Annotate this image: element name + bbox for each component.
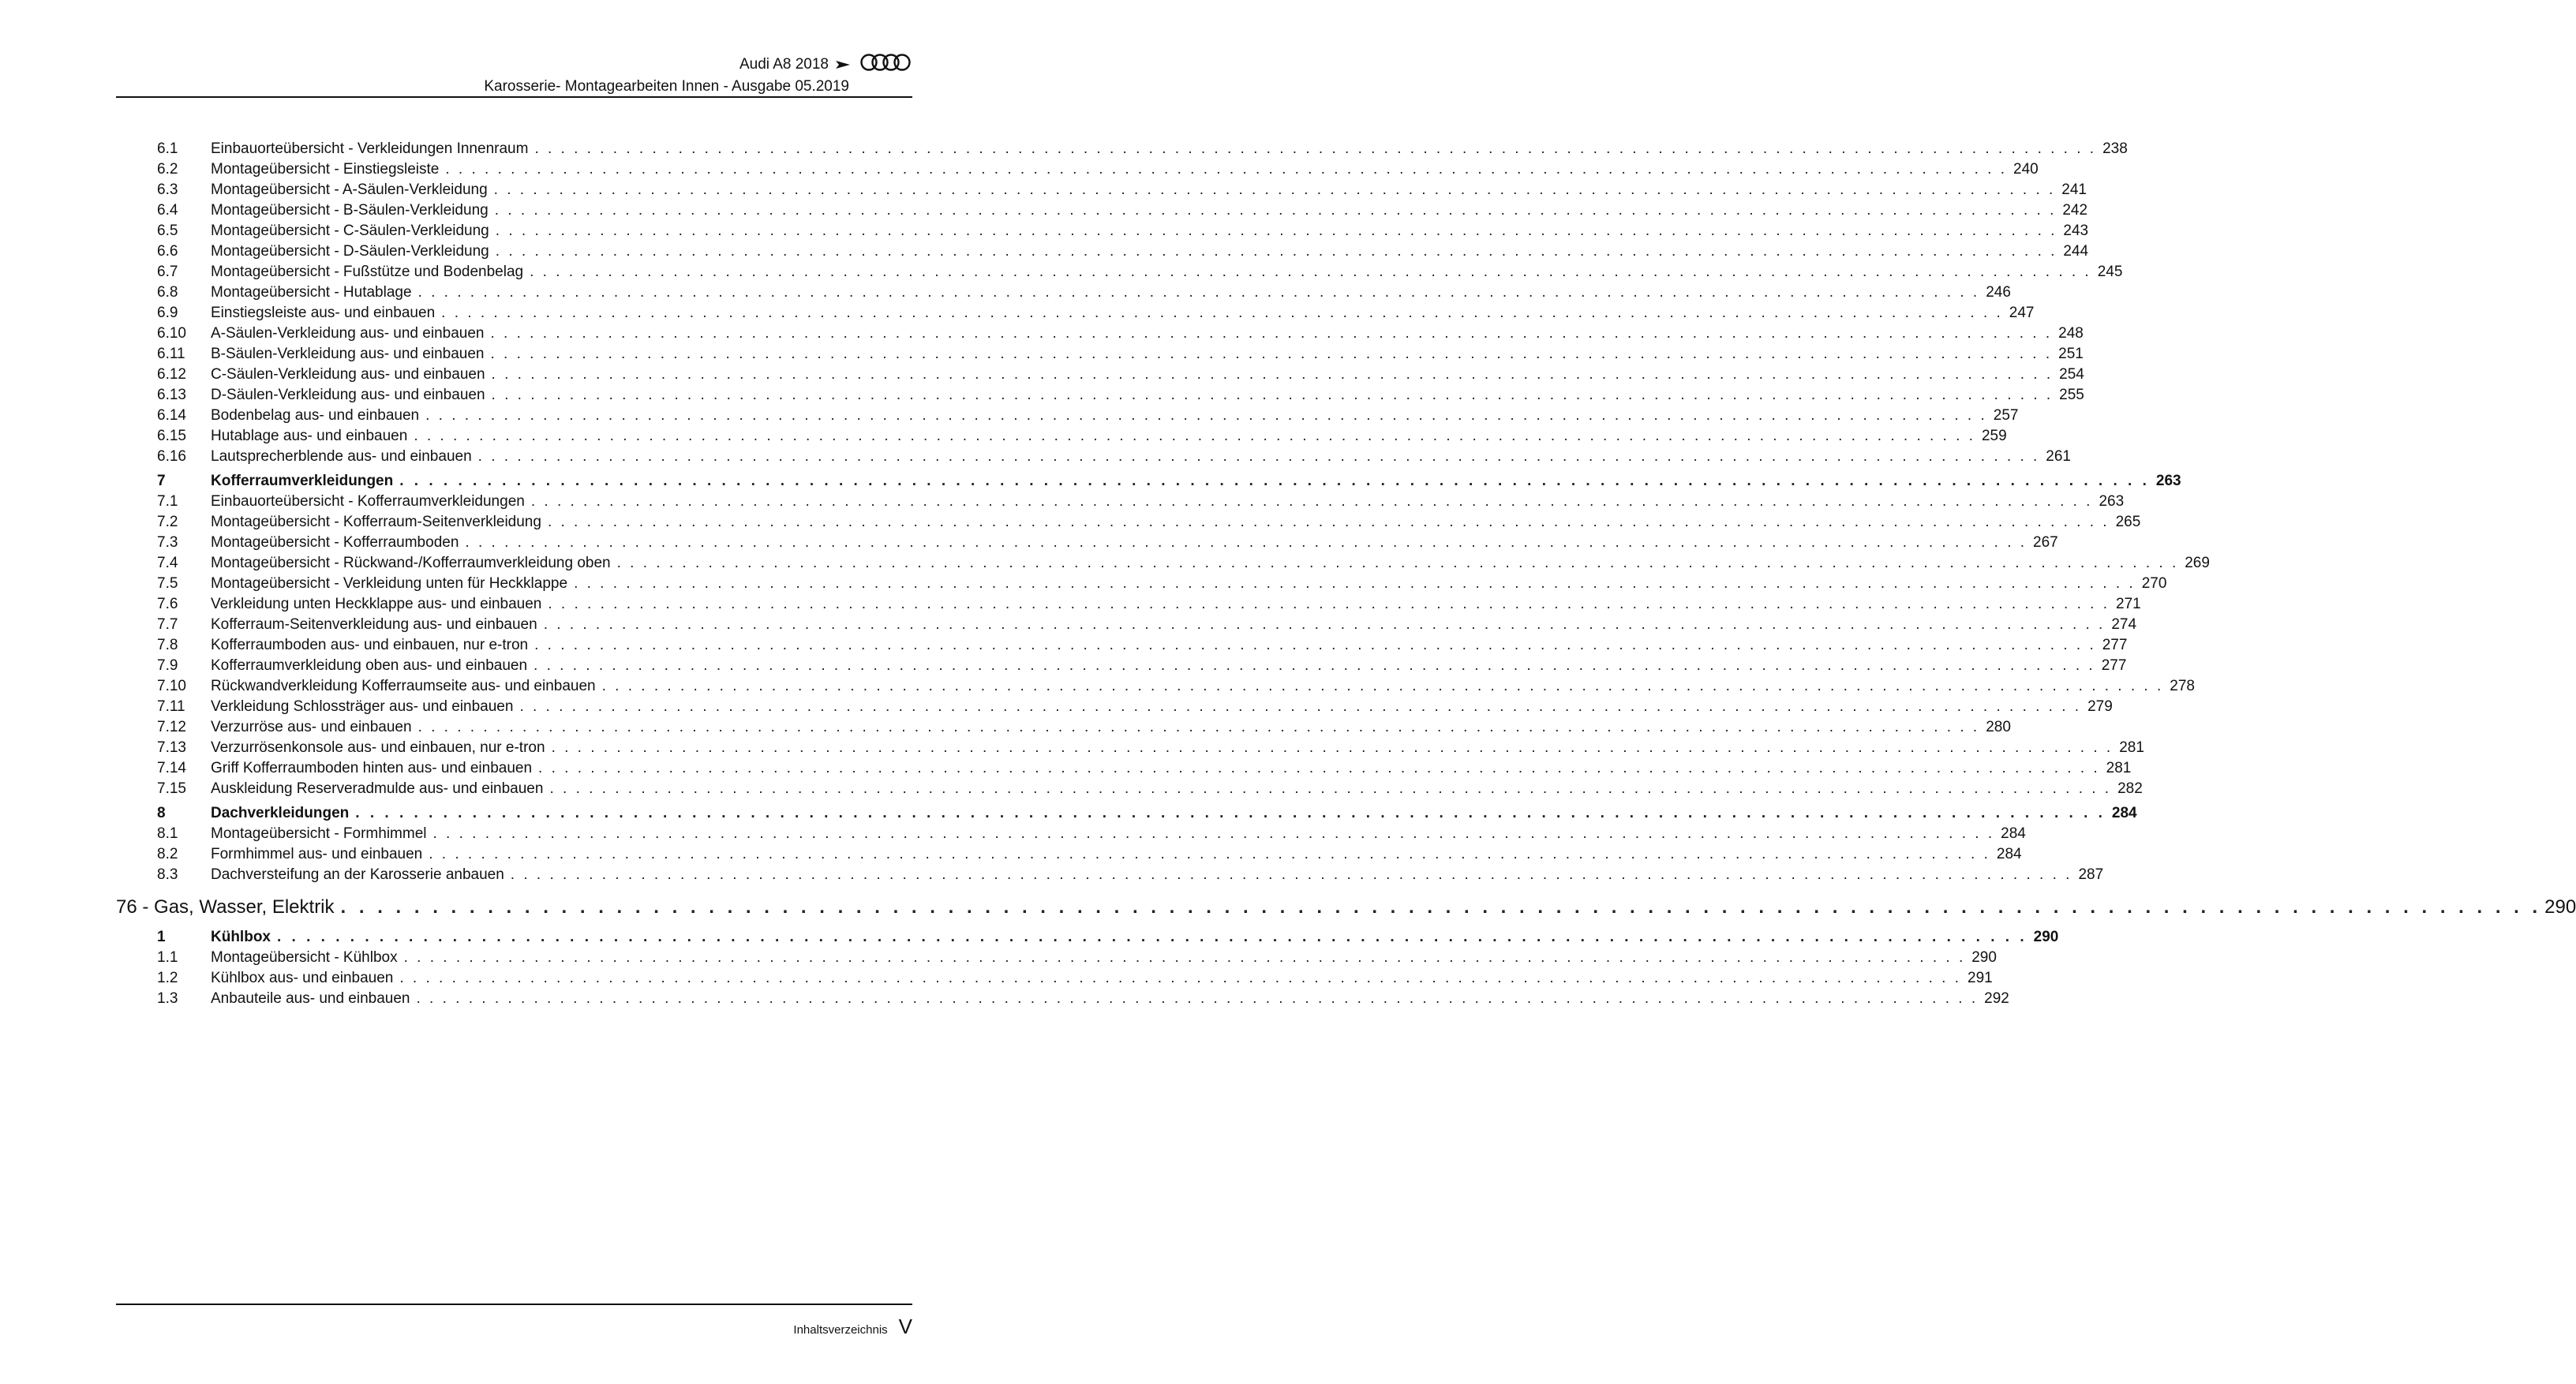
toc-entry-title: Kühlbox aus- und einbauen	[211, 970, 394, 986]
toc-entry-title: Verkleidung Schlossträger aus- und einbauen	[211, 698, 514, 715]
toc-dot-leader: . . . . . . . . . . . . . . . . . . . . . . . . . . . . . . . . . . . . . . . . . . . . . . . . . . . . . . . . . . . . . . . . . . . . . . . . . . . . . . . . . . . . . . . . . . . . . . . . . . . . . . . . . . . . . . . . . . . . . . . .	[543, 616, 2106, 633]
toc-dot-leader: . . . . . . . . . . . . . . . . . . . . . . . . . . . . . . . . . . . . . . . . . . . . . . . . . . . . . . . . . . . . . . . . . . . . . . . . . . . . . . . . . . . . . . . . . . . . . . . . . . . . . . . . . . . . . . . . . . . . . . . .	[403, 949, 1966, 966]
toc-entry-leader-line	[211, 533, 2058, 553]
toc-entry-page: 242	[2062, 202, 2088, 219]
toc-entry-number: 7.13	[157, 739, 186, 756]
toc-dot-leader: . . . . . . . . . . . . . . . . . . . . . . . . . . . . . . . . . . . . . . . . . . . . . . . . . . . . . . . . . . . . . . . . . . . . . . . . . . . . . . . . . . . . . . . . . . . . . . . . . . . . . . . . . . . . . . . . . . . . . . . .	[530, 264, 2091, 280]
toc-entry-leader-line	[211, 927, 2059, 948]
toc-entry-number: 6.14	[157, 407, 186, 424]
toc-entry-title: Bodenbelag aus- und einbauen	[211, 407, 420, 424]
toc-entry[interactable]	[116, 574, 2167, 594]
toc-dot-leader: . . . . . . . . . . . . . . . . . . . . . . . . . . . . . . . . . . . . . . . . . . . . . . . . . . . . . . . . . . . . . . . . . . . . . . . . . . . . . . . . . . . . . . . . . . . . . . . . . . . . . . . . . . . . . . . . . . . . . . . .	[490, 325, 2053, 342]
toc-dot-leader: . . . . . . . . . . . . . . . . . . . . . . . . . . . . . . . . . . . . . . . . . . . . . . . . . . . . . . . . . . . . . . . . . . . . . . . . . . . . . . . . . . . . . . . . . . . . . . . . . . . . . . . . . . . . . . . . . . . . . . . .	[465, 534, 2027, 551]
toc-entry[interactable]	[116, 635, 2128, 656]
toc-entry-leader-line	[211, 574, 2167, 594]
toc-dot-leader: . . . . . . . . . . . . . . . . . . . . . . . . . . . . . . . . . . . . . . . . . . . . . . . . . . . . . . . . . . . . . . . . . . . . . . . . . . . . . . . . . . . . . . . . . . . . . . . . . . . . . . . . . . . . . . . . . . . . . . . .	[519, 698, 2082, 715]
toc-entry-leader-line	[211, 282, 2011, 303]
toc-entry-page: 267	[2033, 534, 2058, 551]
toc-entry-title: D-Säulen-Verkleidung aus- und einbauen	[211, 387, 485, 403]
toc-entry[interactable]	[116, 365, 2084, 385]
header-model-line	[739, 55, 912, 74]
toc-entry-number: 7.11	[157, 698, 185, 715]
toc-entry[interactable]	[116, 385, 2084, 406]
toc-dot-leader: . . . . . . . . . . . . . . . . . . . . . . . . . . . . . . . . . . . . . . . . . . . . . . . . . . . . . . . . . . . . . . . . . . . . . . . . . . . . . . . . . . . . . . . . . . . . . . . . . . . . . . . . . . . . . . . . . . . . . . . .	[399, 473, 2150, 489]
toc-dot-leader: . . . . . . . . . . . . . . . . . . . . . . . . . . . . . . . . . . . . . . . . . . . . . . . . . . . . . . . . . . . . . . . . . . . . . . . . . . . . . . . . . . . . . . . . . . . . . . . . . . . . . . . . . . . . . . . . . . . . . . . .	[277, 929, 2027, 945]
toc-dot-leader: . . . . . . . . . . . . . . . . . . . . . . . . . . . . . . . . . . . . . . . . . . . . . . . . . . . . . . . . . . . . . . . . . . . . . . . . . . . . . . . . . . . . . . . . . . . . . . . . . . . . . . . . . . . . . . . . . . . . . . . .	[445, 161, 2008, 178]
toc-entry-page: 251	[2058, 346, 2084, 362]
toc-entry-page: 281	[2106, 760, 2132, 776]
toc-entry[interactable]	[116, 676, 2195, 697]
toc-entry-leader-line	[211, 615, 2137, 635]
toc-entry-page: 292	[1984, 990, 2009, 1007]
toc-entry[interactable]	[116, 615, 2137, 635]
toc-dot-leader: . . . . . . . . . . . . . . . . . . . . . . . . . . . . . . . . . . . . . . . . . . . . . . . . . . . . . . . . . . . . . . . . . . . . . . . . . . . . . . . . . . . . . . . . . . . . . . . . . . . . . . . . . . . . . . . . . . . . . . . .	[429, 846, 1990, 862]
toc-entry-page: 244	[2063, 243, 2089, 260]
toc-dot-leader: . . . . . . . . . . . . . . . . . . . . . . . . . . . . . . . . . . . . . . . . . . . . . . . . . . . . . . . . . . . . . . . . . . . . . . . . . . . . . . . . . . . . . . . . . . . . . . . . . . . . . . . . . . . . . . . . . . . . . . . .	[548, 596, 2110, 612]
audi-rings-logo	[860, 53, 912, 77]
toc-entry-page: 241	[2061, 181, 2087, 198]
footer-rule	[116, 1304, 912, 1305]
toc-entry[interactable]	[116, 262, 2123, 282]
toc-entry-number: 6.10	[157, 325, 186, 342]
toc-entry-leader-line	[211, 553, 2210, 574]
toc-entry-title: Verkleidung unten Heckklappe aus- und einbauen	[211, 596, 542, 612]
toc-dot-leader: . . . . . . . . . . . . . . . . . . . . . . . . . . . . . . . . . . . . . . . . . . . . . . . . . . . . . . . . . . . . . . . . . . . . . . . . . . . . . . . . . . . . . . . . . . . . . . . . . . . . . . . . . . . . . . . . . . . . . . . .	[493, 181, 2056, 198]
toc-entry[interactable]	[116, 844, 2022, 865]
toc-dot-leader: . . . . . . . . . . . . . . . . . . . . . . . . . . . . . . . . . . . . . . . . . . . . . . . . . . . . . . . . . . . . . . . . . . . . . . . . . . . . . . . . . . . . . . . . . . . . . . . . . . . . . . . . . . . . . . . . . . . . . . . .	[574, 575, 2136, 592]
toc-dot-leader: . . . . . . . . . . . . . . . . . . . . . . . . . . . . . . . . . . . . . . . . . . . . . . . . . . . . . . . . . . . . . . . . . . . . . . . . . . . . . . . . . . . . . . . . . . . . . . . . . . . . . . . . . . . . . . . . . . . . . . . .	[399, 970, 1961, 986]
toc-entry-leader-line	[211, 865, 2104, 885]
toc-entry-title: Einstiegsleiste aus- und einbauen	[211, 305, 436, 321]
toc-dot-leader: . . . . . . . . . . . . . . . . . . . . . . . . . . . . . . . . . . . . . . . . . . . . . . . . . . . . . . . . . . . . . . . . . . . . . . . . . . . . . . . . . . . . . . . . . . . . . . . . . . . . . . . . . . . . . . . . . . . . . . . .	[355, 805, 2106, 821]
toc-entry-leader-line	[211, 824, 2026, 844]
toc-entry-title: Montageübersicht - Kofferraum-Seitenverkleidung	[211, 514, 541, 530]
toc-entry-title: Einbauorteübersicht - Kofferraumverkleidungen	[211, 493, 525, 510]
toc-entry[interactable]	[116, 241, 2089, 262]
toc-entry-number: 7.14	[157, 760, 186, 776]
toc-entry-page: 287	[2078, 866, 2104, 883]
toc-entry-leader-line	[211, 492, 2125, 512]
toc-entry-number: 7.6	[157, 596, 178, 612]
toc-entry[interactable]	[116, 553, 2210, 574]
toc-entry[interactable]	[116, 594, 2141, 615]
table-of-contents	[116, 139, 2576, 1009]
toc-entry-page: 277	[2101, 657, 2127, 674]
toc-entry-leader-line	[211, 262, 2123, 282]
toc-entry-number: 7.12	[157, 719, 186, 735]
toc-entry-page: 280	[1986, 719, 2011, 735]
toc-dot-leader: . . . . . . . . . . . . . . . . . . . . . . . . . . . . . . . . . . . . . . . . . . . . . . . . . . . . . . . . . . . . . . . . . . . . . . . . . . . . . . . . . . . . . . . . . . . . . . . . . . . . . . . . . . . . . . . . . . . . . . . .	[534, 637, 2096, 653]
toc-entry-page: 278	[2170, 678, 2195, 694]
toc-entry-title: Kühlbox	[211, 929, 271, 945]
toc-entry-title: Montageübersicht - Einstiegsleiste	[211, 161, 440, 178]
toc-entry-page: 290	[2544, 896, 2576, 918]
toc-dot-leader: . . . . . . . . . . . . . . . . . . . . . . . . . . . . . . . . . . . . . . . . . . . . . . . . . . . . . . . . . . . . . . . . . . . . . . . . . . . . . . . . . . . . . . . . . . . . . . . . . . . . . . . . . . . . . . . . . . . . . . . .	[414, 428, 1975, 444]
toc-entry-page: 291	[1968, 970, 1993, 986]
toc-entry-leader-line	[211, 426, 2007, 447]
toc-entry-leader-line	[211, 594, 2141, 615]
toc-entry[interactable]	[116, 779, 2143, 799]
toc-entry-page: 254	[2059, 366, 2084, 383]
toc-entry-page: 269	[2185, 555, 2210, 571]
toc-dot-leader: . . . . . . . . . . . . . . . . . . . . . . . . . . . . . . . . . . . . . . . . . . . . . . . . . . . . . . . . . . . . . . . . . . . . . . . . . . . . . . . . . . . . . . . . . . . . . . . . . . . . . . . . . . . . . . . . . . . . . . . .	[417, 284, 1980, 301]
toc-entry-page: 284	[2111, 805, 2137, 821]
toc-entry-number: 1.3	[157, 990, 178, 1007]
toc-chapter-entry[interactable]	[116, 927, 2059, 948]
toc-entry-title: Montageübersicht - Kofferraumboden	[211, 534, 459, 551]
toc-entry-leader-line	[211, 365, 2084, 385]
toc-entry[interactable]	[116, 282, 2011, 303]
toc-entry-title: B-Säulen-Verkleidung aus- und einbauen	[211, 346, 485, 362]
toc-entry-page: 265	[2115, 514, 2141, 530]
header-model: Audi A8 2018	[739, 56, 829, 73]
toc-entry-page: 279	[2087, 698, 2113, 715]
toc-entry[interactable]	[116, 989, 2009, 1009]
toc-entry[interactable]	[116, 758, 2132, 779]
toc-entry-page: 282	[2117, 780, 2143, 797]
toc-entry-title: Einbauorteübersicht - Verkleidungen Innenraum	[211, 140, 529, 157]
toc-entry-leader-line	[211, 303, 2035, 324]
toc-entry[interactable]	[116, 324, 2084, 344]
toc-entry-title: Montageübersicht - D-Säulen-Verkleidung	[211, 243, 489, 260]
page-footer	[793, 1315, 912, 1339]
toc-dot-leader: . . . . . . . . . . . . . . . . . . . . . . . . . . . . . . . . . . . . . . . . . . . . . . . . . . . . . . . . . . . . . . . . . . . . . . . . . . . . . . . . . . . . . . . . . . . . . . . . . . . . . . . . . . . . . . . . . . . . . . . .	[510, 866, 2072, 883]
header-subtitle: Karosserie- Montagearbeiten Innen - Ausgabe 05.2019	[484, 78, 849, 95]
toc-entry-leader-line	[211, 635, 2128, 656]
toc-dot-leader: . . . . . . . . . . . . . . . . . . . . . . . . . . . . . . . . . . . . . . . . . . . . . . . . . . . . . . . . . . . . . . . . . . . . . . . . . . . . . . . . . . . . . . . . . . . . . . . . . . . . . . . . . . . . . . . . . . . . . . . .	[425, 407, 1987, 424]
toc-entry-page: 290	[2033, 929, 2059, 945]
footer-page-number: V	[898, 1315, 912, 1338]
toc-entry-leader-line	[211, 948, 1997, 968]
toc-entry-leader-line	[211, 241, 2089, 262]
toc-dot-leader: . . . . . . . . . . . . . . . . . . . . . . . . . . . . . . . . . . . . . . . . . . . . . . . . . . . . . . . . . . . . . . . . . . . . . . . . . . . . . . . . . . . . . . . . . . . . . . . . . . . . . . . . . . . . . . . . . . . . . . . .	[616, 555, 2179, 571]
toc-entry-leader-line	[211, 738, 2144, 758]
toc-entry-page: 284	[1996, 846, 2022, 862]
toc-entry-number: 6.12	[157, 366, 186, 383]
toc-entry-page: 290	[1971, 949, 1997, 966]
toc-entry-leader-line	[211, 139, 2128, 159]
toc-dot-leader: . . . . . . . . . . . . . . . . . . . . . . . . . . . . . . . . . . . . . . . . . . . . . . . . . . . . . . . . . . . . . . . . . . . . . . . . . . . . . . . . . . . . . . . . . . . . . . . . . . . . . . . . . . . . . . . . . . . . . . . .	[432, 825, 1995, 842]
toc-entry-number: 6.9	[157, 305, 178, 321]
toc-dot-leader: . . . . . . . . . . . . . . . . . . . . . . . . . . . . . . . . . . . . . . . . . . . . . . . . . . . . . . . . . . . . . . . . . . . . . . . . . . . . . . . . . . . . . . . . . . . . . . . . . . . . . . . . . . . . . . . . . . . . . . . .	[530, 493, 2093, 510]
toc-entry-leader-line	[211, 344, 2084, 365]
toc-dot-leader: . . . . . . . . . . . . . . . . . . . . . . . . . . . . . . . . . . . . . . . . . . . . . . . . . . . . . . . . . . . . . . . . . . . . . . . . . . . . . . . . . . . . . . . . . . . . . . . . . . . . . . . . . . . . . . . . . . . . . . . .	[417, 719, 1980, 735]
toc-entry-title: Rückwandverkleidung Kofferraumseite aus- und einbauen	[211, 678, 596, 694]
header-rule	[116, 96, 912, 98]
toc-entry-leader-line	[211, 324, 2084, 344]
toc-entry-number: 6.1	[157, 140, 178, 157]
toc-dot-leader: . . . . . . . . . . . . . . . . . . . . . . . . . . . . . . . . . . . . . . . . . . . . . . . . . . . . . . . . . . . . . . . . . . . . . . . . . . . . . . . . . . . . . . . . . . . . . . . . . . . . . . . . . . . . . . . . . . . . . . . .	[495, 223, 2057, 239]
toc-entry-leader-line	[211, 200, 2088, 221]
toc-entry-title: 76 - Gas, Wasser, Elektrik	[116, 896, 335, 918]
toc-entry-page: 238	[2102, 140, 2128, 157]
toc-entry-number: 7.1	[157, 493, 178, 510]
toc-entry-number: 8.2	[157, 846, 178, 862]
toc-dot-leader: . . . . . . . . . . . . . . . . . . . . . . . . . . . . . . . . . . . . . . . . . . . . . . . . . . . . . . . . . . . . . . . . . . . . . . . . . . . . . . . . . . . . . . . . . . . . . . . . . . . . . . . . . . . . . . . . . . . . . . . .	[534, 140, 2097, 157]
toc-entry-page: 271	[2116, 596, 2141, 612]
toc-entry-number: 7.3	[157, 534, 178, 551]
toc-entry-leader-line	[211, 447, 2071, 467]
toc-entry-title: Kofferraumverkleidung oben aus- und einbauen	[211, 657, 528, 674]
toc-entry-title: Auskleidung Reserveradmulde aus- und einbauen	[211, 780, 544, 797]
toc-entry-page: 246	[1986, 284, 2011, 301]
toc-entry-number: 6.4	[157, 202, 178, 219]
toc-entry-title: Montageübersicht - A-Säulen-Verkleidung	[211, 181, 488, 198]
toc-entry-leader-line	[211, 844, 2022, 865]
toc-entry-number: 7.5	[157, 575, 178, 592]
toc-entry-number: 7	[157, 473, 166, 489]
toc-entry[interactable]	[116, 303, 2035, 324]
toc-entry-number: 6.3	[157, 181, 178, 198]
toc-entry-page: 257	[1993, 407, 2019, 424]
toc-part-heading[interactable]	[116, 892, 2576, 923]
toc-entry[interactable]	[116, 656, 2127, 676]
toc-entry-title: A-Säulen-Verkleidung aus- und einbauen	[211, 325, 485, 342]
toc-dot-leader: . . . . . . . . . . . . . . . . . . . . . . . . . . . . . . . . . . . . . . . . . . . . . . . . . . . . . . . . . . . . . . . . . . . . . . . . . . . . . . . . . . . . . . . . . . . . . . . . . . . . . . . . . . . . . . . . . . . . . . . .	[491, 366, 2054, 383]
toc-entry-title: Hutablage aus- und einbauen	[211, 428, 408, 444]
toc-dot-leader: . . . . . . . . . . . . . . . . . . . . . . . . . . . . . . . . . . . . . . . . . . . . . . . . . . . . . . . . . . . . . . . . . . . . . . . . . . . . . . . . . . . . . . . . . . . . . . . . . . . . . . . . . . . . . . . . . . . . . . . .	[494, 202, 2057, 219]
toc-entry-title: C-Säulen-Verkleidung aus- und einbauen	[211, 366, 485, 383]
toc-entry-page: 248	[2058, 325, 2084, 342]
toc-entry-title: Kofferraumboden aus- und einbauen, nur e-tron	[211, 637, 529, 653]
toc-entry-title: Montageübersicht - Kühlbox	[211, 949, 398, 966]
toc-entry-page: 247	[2009, 305, 2035, 321]
toc-dot-leader: . . . . . . . . . . . . . . . . . . . . . . . . . . . . . . . . . . . . . . . . . . . . . . . . . . . . . . . . . . . . . . . . . . . . . . . . . . . . . . . . . . . . . . . . . . . . . . . . . . . . . . . . . . . . . . . . . . . . . . . .	[547, 514, 2110, 530]
toc-entry-title: Montageübersicht - Formhimmel	[211, 825, 427, 842]
toc-entry-number: 7.7	[157, 616, 178, 633]
toc-entry-title: Griff Kofferraumboden hinten aus- und einbauen	[211, 760, 533, 776]
toc-dot-leader: . . . . . . . . . . . . . . . . . . . . . . . . . . . . . . . . . . . . . . . . . . . . . . . . . . . . . . . . . . . . . . . . . . . . . . . . . . . . . . . . . . . . . . . . . . . . . . . . . . . . . . . . . . . . . . . . . . . . . . . .	[491, 387, 2054, 403]
toc-entry[interactable]	[116, 968, 1993, 989]
toc-entry-page: 263	[2155, 473, 2181, 489]
toc-entry-number: 8.1	[157, 825, 178, 842]
toc-entry[interactable]	[116, 447, 2071, 467]
toc-entry-number: 6.11	[157, 346, 185, 362]
toc-entry-number: 6.5	[157, 223, 178, 239]
toc-entry-number: 6.13	[157, 387, 186, 403]
toc-entry-page: 277	[2102, 637, 2128, 653]
toc-entry-number: 1	[157, 929, 166, 945]
page-header	[116, 52, 912, 98]
toc-entry-number: 7.15	[157, 780, 186, 797]
toc-entry[interactable]	[116, 738, 2144, 758]
toc-entry[interactable]	[116, 512, 2141, 533]
toc-dot-leader: . . . . . . . . . . . . . . . . . . . . . . . . . . . . . . . . . . . . . . . . . . . . . . . . . . . . . . . . . . . . . . . . . . . . . . . . . . . . . . . . . . . . . . . . . . . . . . . . . . . . . . . . . . . . . . . . . . . . . . . .	[551, 739, 2114, 756]
toc-entry-leader-line	[211, 180, 2087, 200]
toc-entry[interactable]	[116, 697, 2113, 717]
toc-entry-leader-line	[211, 717, 2011, 738]
toc-entry-number: 7.4	[157, 555, 178, 571]
toc-entry-leader-line	[211, 758, 2132, 779]
toc-dot-leader: . . . . . . . . . . . . . . . . . . . . . . . . . . . . . . . . . . . . . . . . . . . . . . . . . . . . . . . . . . . . . . . . . . . . . . . . . . . . . . . . . . . . . . . . . . . . . . . . . . . . . . . . . . . . . . . . . . . . . . . .	[601, 678, 2164, 694]
toc-dot-leader: . . . . . . . . . . . . . . . . . . . . . . . . . . . . . . . . . . . . . . . . . . . . . . . . . . . . . . . . . . . . . . . . . . . . . . . . . . . . . . . . . . . . . . . . . . . . . . . . . . . . . . . . . . . . . . . . . . . . . . . .	[441, 305, 2003, 321]
toc-entry-page: 274	[2111, 616, 2137, 633]
toc-entry-title: Montageübersicht - B-Säulen-Verkleidung	[211, 202, 489, 219]
toc-entry-title: Dachversteifung an der Karosserie anbauen	[211, 866, 504, 883]
toc-entry-leader-line	[211, 385, 2084, 406]
toc-entry-title: Montageübersicht - C-Säulen-Verkleidung	[211, 223, 489, 239]
toc-entry-leader-line	[211, 221, 2089, 241]
arrow-right-icon	[835, 59, 851, 70]
toc-entry-number: 8.3	[157, 866, 178, 883]
toc-entry-leader-line	[211, 697, 2113, 717]
toc-entry-number: 1.2	[157, 970, 178, 986]
toc-entry-number: 8	[157, 805, 166, 821]
toc-entry-leader-line	[211, 779, 2143, 799]
toc-chapter-entry[interactable]	[116, 803, 2137, 824]
toc-entry-title: Montageübersicht - Hutablage	[211, 284, 412, 301]
toc-entry-leader-line	[211, 968, 1993, 989]
toc-entry-title: Verzurröse aus- und einbauen	[211, 719, 412, 735]
toc-entry-title: Montageübersicht - Verkleidung unten für Heckklappe	[211, 575, 568, 592]
toc-chapter-entry[interactable]	[116, 471, 2181, 492]
toc-entry-page: 261	[2046, 448, 2071, 465]
toc-entry-number: 1.1	[157, 949, 178, 966]
toc-entry[interactable]	[116, 717, 2011, 738]
toc-entry-number: 6.2	[157, 161, 178, 178]
toc-dot-leader: . . . . . . . . . . . . . . . . . . . . . . . . . . . . . . . . . . . . . . . . . . . . . . . . . . . . . . . . . . . . . . . . . . . . . . . . . . . . . . . . . . . . . . . . . . . . . . . . . . . . . . . . . . . . . . . . . . . . . . . .	[477, 448, 2040, 465]
toc-entry-title: Montageübersicht - Rückwand-/Kofferraumverkleidung oben	[211, 555, 611, 571]
toc-entry[interactable]	[116, 344, 2084, 365]
toc-entry[interactable]	[116, 200, 2088, 221]
toc-entry-page: 263	[2099, 493, 2125, 510]
toc-entry-number: 7.9	[157, 657, 178, 674]
toc-entry-title: Dachverkleidungen	[211, 805, 350, 821]
toc-entry-page: 245	[2097, 264, 2123, 280]
toc-entry-number: 7.2	[157, 514, 178, 530]
toc-entry-leader-line	[211, 159, 2039, 180]
toc-entry-page: 270	[2141, 575, 2167, 592]
toc-dot-leader: . . . . . . . . . . . . . . . . . . . . . . . . . . . . . . . . . . . . . . . . . . . . . . . . . . . . . . . . . . . . . . . . . . . . . . . . . . . . . . . . . . . . . . . . . . . . . . . . . . . . . . . . . . . . . . . . . . . . . . . .	[490, 346, 2053, 362]
toc-entry-page: 284	[2001, 825, 2026, 842]
toc-dot-leader: . . . . . . . . . . . . . . . . . . . . . . . . . . . . . . . . . . . . . . . . . . . . . . . . . . . . . . . . . . . . . . . . . . . . . . . . . . . . . . . . . . . . . . . . . . . . . . . . . . . . . . . . . . . . . . . . . . . . . . . .	[340, 896, 2542, 918]
toc-entry-leader-line	[116, 892, 2576, 923]
toc-entry[interactable]	[116, 180, 2087, 200]
toc-entry[interactable]	[116, 426, 2007, 447]
toc-entry-leader-line	[211, 471, 2181, 492]
toc-entry[interactable]	[116, 865, 2104, 885]
toc-entry[interactable]	[116, 159, 2039, 180]
toc-entry[interactable]	[116, 948, 1997, 968]
footer-label: Inhaltsverzeichnis	[793, 1323, 888, 1337]
toc-entry-page: 240	[2013, 161, 2039, 178]
toc-entry[interactable]	[116, 533, 2058, 553]
toc-entry-title: Kofferraum-Seitenverkleidung aus- und einbauen	[211, 616, 537, 633]
toc-dot-leader: . . . . . . . . . . . . . . . . . . . . . . . . . . . . . . . . . . . . . . . . . . . . . . . . . . . . . . . . . . . . . . . . . . . . . . . . . . . . . . . . . . . . . . . . . . . . . . . . . . . . . . . . . . . . . . . . . . . . . . . .	[538, 760, 2100, 776]
toc-entry-number: 6.16	[157, 448, 186, 465]
toc-entry[interactable]	[116, 406, 2019, 426]
toc-entry-leader-line	[211, 676, 2195, 697]
toc-entry-number: 6.8	[157, 284, 178, 301]
toc-entry-title: Lautsprecherblende aus- und einbauen	[211, 448, 472, 465]
toc-entry[interactable]	[116, 824, 2026, 844]
toc-entry-leader-line	[211, 656, 2127, 676]
toc-entry-number: 6.15	[157, 428, 186, 444]
toc-entry-title: Montageübersicht - Fußstütze und Bodenbelag	[211, 264, 524, 280]
toc-entry[interactable]	[116, 139, 2128, 159]
toc-entry-leader-line	[211, 406, 2019, 426]
toc-dot-leader: . . . . . . . . . . . . . . . . . . . . . . . . . . . . . . . . . . . . . . . . . . . . . . . . . . . . . . . . . . . . . . . . . . . . . . . . . . . . . . . . . . . . . . . . . . . . . . . . . . . . . . . . . . . . . . . . . . . . . . . .	[416, 990, 1979, 1007]
toc-entry-number: 6.6	[157, 243, 178, 260]
toc-entry-number: 7.8	[157, 637, 178, 653]
toc-entry-title: Kofferraumverkleidungen	[211, 473, 394, 489]
toc-entry-page: 255	[2059, 387, 2084, 403]
toc-entry[interactable]	[116, 492, 2125, 512]
toc-dot-leader: . . . . . . . . . . . . . . . . . . . . . . . . . . . . . . . . . . . . . . . . . . . . . . . . . . . . . . . . . . . . . . . . . . . . . . . . . . . . . . . . . . . . . . . . . . . . . . . . . . . . . . . . . . . . . . . . . . . . . . . .	[549, 780, 2112, 797]
toc-entry[interactable]	[116, 221, 2089, 241]
toc-entry-leader-line	[211, 989, 2009, 1009]
toc-entry-leader-line	[211, 803, 2137, 824]
toc-entry-page: 281	[2119, 739, 2144, 756]
toc-entry-leader-line	[211, 512, 2141, 533]
toc-entry-title: Verzurrösenkonsole aus- und einbauen, nur e-tron	[211, 739, 545, 756]
toc-entry-number: 7.10	[157, 678, 186, 694]
toc-dot-leader: . . . . . . . . . . . . . . . . . . . . . . . . . . . . . . . . . . . . . . . . . . . . . . . . . . . . . . . . . . . . . . . . . . . . . . . . . . . . . . . . . . . . . . . . . . . . . . . . . . . . . . . . . . . . . . . . . . . . . . . .	[495, 243, 2057, 260]
toc-dot-leader: . . . . . . . . . . . . . . . . . . . . . . . . . . . . . . . . . . . . . . . . . . . . . . . . . . . . . . . . . . . . . . . . . . . . . . . . . . . . . . . . . . . . . . . . . . . . . . . . . . . . . . . . . . . . . . . . . . . . . . . .	[534, 657, 2095, 674]
toc-entry-title: Anbauteile aus- und einbauen	[211, 990, 410, 1007]
toc-entry-number: 6.7	[157, 264, 178, 280]
toc-entry-title: Formhimmel aus- und einbauen	[211, 846, 423, 862]
toc-entry-page: 259	[1981, 428, 2007, 444]
toc-entry-page: 243	[2063, 223, 2089, 239]
